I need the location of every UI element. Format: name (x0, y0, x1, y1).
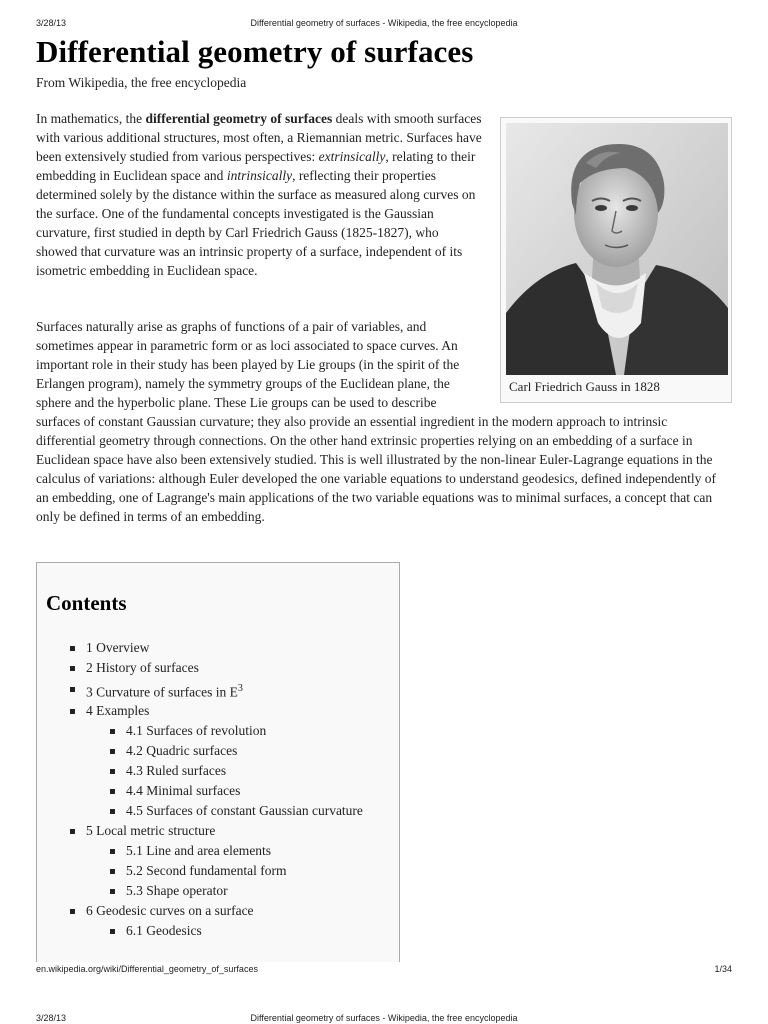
bullet-icon (110, 749, 115, 754)
bullet-icon (110, 729, 115, 734)
toc-item[interactable]: 4.1 Surfaces of revolution (126, 723, 267, 738)
toc-item[interactable]: 1 Overview (86, 640, 150, 655)
infobox-caption: Carl Friedrich Gauss in 1828 (509, 379, 660, 394)
intro-italic-extrinsically[interactable]: extrinsically (318, 149, 386, 164)
bullet-icon (110, 889, 115, 894)
bullet-icon (110, 809, 115, 814)
intro-text-3: , relating to their embedding in Euclidean space and (36, 149, 476, 183)
intro-text-1: In mathematics, the (36, 111, 146, 126)
toc-item[interactable]: 6.1 Geodesics (126, 923, 202, 938)
toc-item[interactable]: 4.4 Minimal surfaces (126, 783, 241, 798)
bullet-icon (110, 869, 115, 874)
bullet-icon (70, 829, 75, 834)
toc-item[interactable]: 4.2 Quadric surfaces (126, 743, 238, 758)
print-footer-page-number: 1/34 (714, 964, 732, 974)
infobox (500, 117, 732, 403)
print-header-title: Differential geometry of surfaces - Wikipedia, the free encyclopedia (250, 18, 518, 28)
page-subtitle: From Wikipedia, the free encyclopedia (36, 75, 247, 90)
toc-item[interactable]: 4 Examples (86, 703, 150, 718)
toc-item-superscript: 3 (237, 683, 243, 694)
print-header-date: 3/28/13 (36, 18, 67, 28)
intro-paragraph (36, 109, 482, 280)
page-title: Differential geometry of surfaces (36, 34, 474, 69)
intro-text-2: deals with smooth surfaces with various additional structures, most often, a Riemannian metric. Surfaces have been extensively studied from various perspectives: (36, 111, 482, 164)
gauss-portrait-image[interactable] (506, 123, 728, 375)
toc-item[interactable] (86, 681, 243, 701)
toc-item[interactable]: 5 Local metric structure (86, 823, 216, 838)
toc-item[interactable]: 5.1 Line and area elements (126, 843, 272, 858)
toc-item[interactable]: 4.3 Ruled surfaces (126, 763, 227, 778)
intro-bold-term: differential geometry of surfaces (145, 111, 333, 126)
toc-item[interactable]: 6 Geodesic curves on a surface (86, 903, 254, 918)
bullet-icon (70, 687, 75, 692)
second-paragraph-text: Surfaces naturally arise as graphs of functions of a pair of variables, and sometimes appear in parametric form or as loci associated to space curves. An important role in their study has been played by Lie groups (in the spirit of the Erlangen program), namely the symmetry groups of the Euclidean plane, the sphere and the hyperbolic plane. These Lie groups can be used to describe surfaces of constant Gaussian curvature; they also provide an essential ingredient in the modern approach to intrinsic differential geometry through connections. On the other hand extrinsic properties relying on an embedding of a surface in Euclidean space have also been extensively studied. This is well illustrated by the non-linear Euler-Lagrange equations in the calculus of variations: although Euler developed the one variable equations to understand geodesics, defined independently of an embedding, one of Lagrange's main applications of the two variable equations was to minimal surfaces, a concept that can only be defined in terms of an embedding. (36, 319, 717, 524)
intro-italic-intrinsically[interactable]: intrinsically (226, 168, 293, 183)
next-page-header-title: Differential geometry of surfaces - Wikipedia, the free encyclopedia (250, 1013, 518, 1023)
toc-item[interactable]: 5.3 Shape operator (126, 883, 228, 898)
toc-heading: Contents (46, 591, 127, 615)
print-footer-url: en.wikipedia.org/wiki/Differential_geometry_of_surfaces (36, 964, 258, 974)
bullet-icon (110, 769, 115, 774)
table-of-contents (36, 562, 400, 962)
toc-item[interactable]: 4.5 Surfaces of constant Gaussian curvature (126, 803, 363, 818)
bullet-icon (70, 909, 75, 914)
bullet-icon (70, 709, 75, 714)
toc-item[interactable]: 2 History of surfaces (86, 660, 199, 675)
bullet-icon (110, 789, 115, 794)
toc-item[interactable]: 5.2 Second fundamental form (126, 863, 287, 878)
bullet-icon (110, 849, 115, 854)
bullet-icon (70, 646, 75, 651)
bullet-icon (110, 929, 115, 934)
intro-text-4: , reflecting their properties determined solely by the distance within the surface as measured along curves on the surface. One of the fundamental concepts investigated is the Gaussian curvature, first studied in depth by Carl Friedrich Gauss (1825-1827), who showed that curvature was an intrinsic property of a surface, independent of its isometric embedding in Euclidean space. (36, 168, 476, 278)
bullet-icon (70, 666, 75, 671)
toc-item-label: 3 Curvature of surfaces in E (86, 684, 238, 700)
next-page-header-date: 3/28/13 (36, 1013, 67, 1023)
